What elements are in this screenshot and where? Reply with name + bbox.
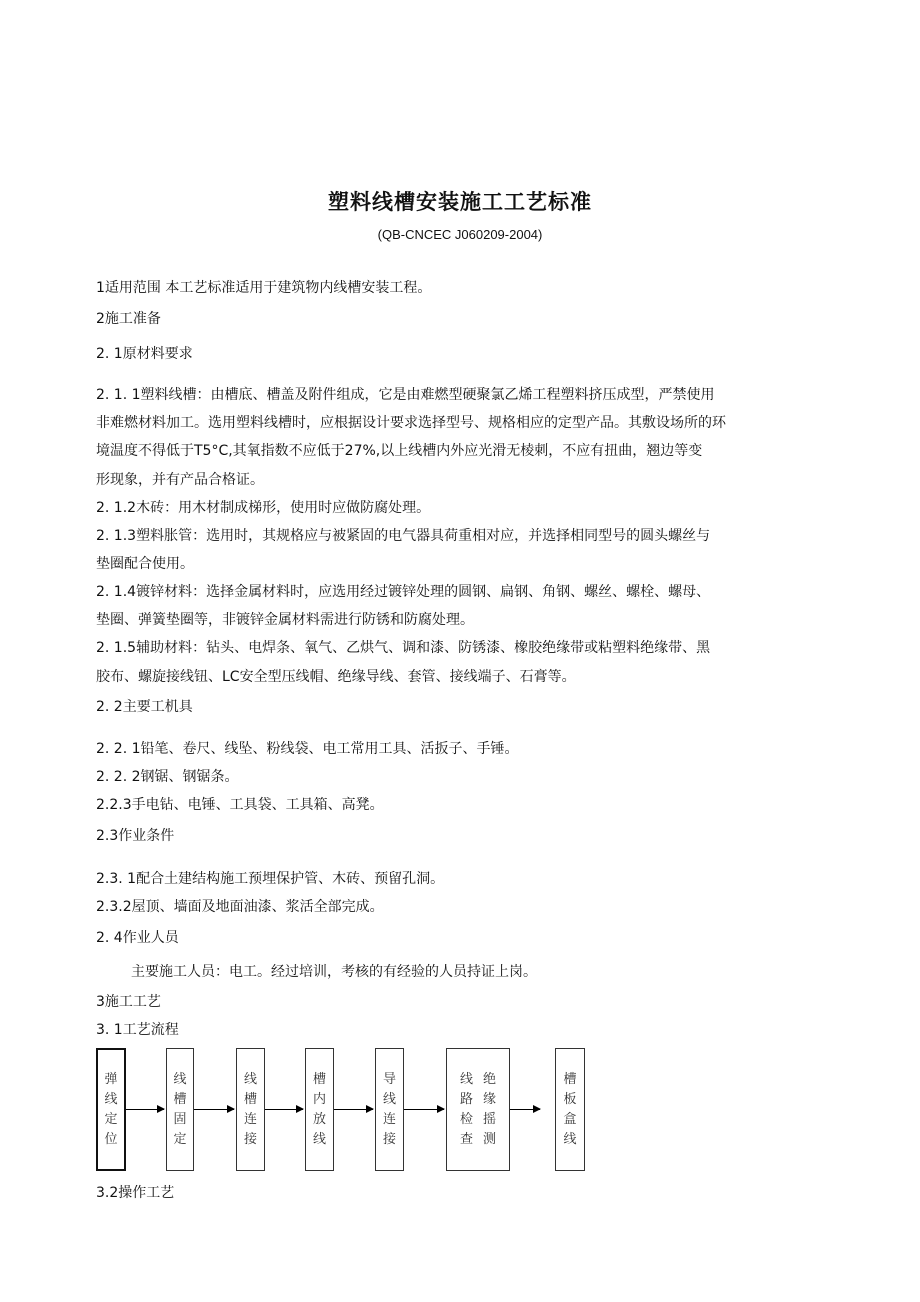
section-scope: 1适用范围 本工艺标准适用于建筑物内线槽安装工程。 <box>96 280 432 296</box>
paragraph-line: 垫圈、弹簧垫圈等，非镀锌金属材料需进行防锈和防腐处理。 <box>96 612 474 628</box>
flow-char: 摇 <box>483 1111 497 1127</box>
flow-char: 连 <box>243 1111 257 1127</box>
flow-arrow <box>194 1109 234 1110</box>
subsection-heading: 2. 4作业人员 <box>96 930 179 946</box>
flow-arrow <box>334 1109 373 1110</box>
flow-char: 线 <box>243 1071 257 1087</box>
paragraph-line: 垫圈配合使用。 <box>96 556 194 572</box>
paragraph-line: 境温度不得低于T5°C,其氧指数不应低于27%,以上线槽内外应光滑无棱刺，不应有扭曲，翘边等变 <box>96 443 703 459</box>
paragraph-line: 2. 1.2木砖：用木材制成梯形，使用时应做防腐处理。 <box>96 500 431 516</box>
flow-char: 槽 <box>563 1071 577 1087</box>
flow-step-7 <box>555 1048 585 1171</box>
flow-step-4 <box>305 1048 334 1171</box>
paragraph-line: 2. 1. 1塑料线槽：由槽底、槽盖及附件组成，它是由难燃型硬聚氯乙烯工程塑料挤压成型，严禁使用 <box>96 387 715 403</box>
flow-char: 固 <box>173 1111 187 1127</box>
flow-step-3 <box>236 1048 265 1171</box>
flow-char: 测 <box>483 1131 497 1147</box>
flow-char: 内 <box>312 1091 326 1107</box>
flow-step-2 <box>166 1048 194 1171</box>
flow-char: 弹 <box>104 1071 118 1087</box>
flow-char: 接 <box>382 1131 396 1147</box>
flow-step-1 <box>96 1048 126 1171</box>
flow-arrow <box>265 1109 303 1110</box>
flow-char: 路 <box>459 1091 473 1107</box>
flow-char: 位 <box>104 1131 118 1147</box>
subsection-heading: 2. 1原材料要求 <box>96 346 193 362</box>
flow-char: 绝 <box>483 1071 497 1087</box>
paragraph-line: 形现象，并有产品合格证。 <box>96 472 264 488</box>
flow-step-6 <box>446 1048 510 1171</box>
flow-char: 线 <box>173 1071 187 1087</box>
flow-arrow <box>126 1109 164 1110</box>
flow-char: 线 <box>382 1091 396 1107</box>
subsection-heading: 3.2操作工艺 <box>96 1185 175 1201</box>
flow-char: 放 <box>312 1111 326 1127</box>
paragraph-line: 非难燃材料加工。选用塑料线槽时，应根据设计要求选择型号、规格相应的定型产品。其敷设场所的环 <box>96 415 726 431</box>
flow-char: 槽 <box>173 1091 187 1107</box>
flow-char: 接 <box>243 1131 257 1147</box>
flow-char: 线 <box>312 1131 326 1147</box>
subsection-heading: 2.3作业条件 <box>96 828 175 844</box>
flow-char: 板 <box>563 1091 577 1107</box>
subsection-heading: 3. 1工艺流程 <box>96 1022 179 1038</box>
flow-char: 线 <box>563 1131 577 1147</box>
paragraph-line: 2.3.2屋顶、墙面及地面油漆、浆活全部完成。 <box>96 899 384 915</box>
paragraph-line: 2. 2. 2钢锯、钢锯条。 <box>96 769 239 785</box>
flow-char: 定 <box>173 1131 187 1147</box>
document-code: (QB-CNCEC J060209-2004) <box>377 227 543 242</box>
section-heading: 2施工准备 <box>96 311 161 327</box>
section-heading: 3施工工艺 <box>96 994 161 1010</box>
flow-char: 线 <box>104 1091 118 1107</box>
paragraph-line: 2. 1.4镀锌材料：选择金属材料时，应选用经过镀锌处理的圆钢、扁钢、角钢、螺丝、螺栓、螺母、 <box>96 584 711 600</box>
flow-char: 查 <box>459 1131 473 1147</box>
flow-char: 缘 <box>483 1091 497 1107</box>
paragraph-line: 胶布、螺旋接线钮、LC安全型压线帽、绝缘导线、套管、接线端子、石膏等。 <box>96 669 576 685</box>
flow-char: 槽 <box>243 1091 257 1107</box>
flow-char: 线 <box>459 1071 473 1087</box>
paragraph-line: 2.3. 1配合土建结构施工预埋保护管、木砖、预留孔洞。 <box>96 871 445 887</box>
flow-char: 定 <box>104 1111 118 1127</box>
flow-char: 盒 <box>563 1111 577 1127</box>
paragraph-line: 2. 1.3塑料胀管：选用时，其规格应与被紧固的电气器具荷重相对应，并选择相同型号的圆头螺丝与 <box>96 528 711 544</box>
flow-char: 连 <box>382 1111 396 1127</box>
paragraph-line: 主要施工人员：电工。经过培训，考核的有经验的人员持证上岗。 <box>131 964 537 980</box>
flow-step-5 <box>375 1048 404 1171</box>
process-flowchart <box>96 1048 596 1176</box>
subsection-heading: 2. 2主要工机具 <box>96 699 193 715</box>
paragraph-line: 2.2.3手电钻、电锤、工具袋、工具箱、高凳。 <box>96 797 384 813</box>
paragraph-line: 2. 1.5辅助材料：钻头、电焊条、氧气、乙烘气、调和漆、防锈漆、橡胶绝缘带或粘塑料绝缘带、黑 <box>96 640 711 656</box>
paragraph-line: 2. 2. 1铅笔、卷尺、线坠、粉线袋、电工常用工具、活扳子、手锤。 <box>96 741 519 757</box>
flow-arrow <box>404 1109 444 1110</box>
document-title: 塑料线槽安装施工工艺标准 <box>328 190 592 214</box>
flow-char: 导 <box>382 1071 396 1087</box>
flow-char: 槽 <box>312 1071 326 1087</box>
flow-char: 检 <box>459 1111 473 1127</box>
flow-arrow <box>510 1109 540 1110</box>
